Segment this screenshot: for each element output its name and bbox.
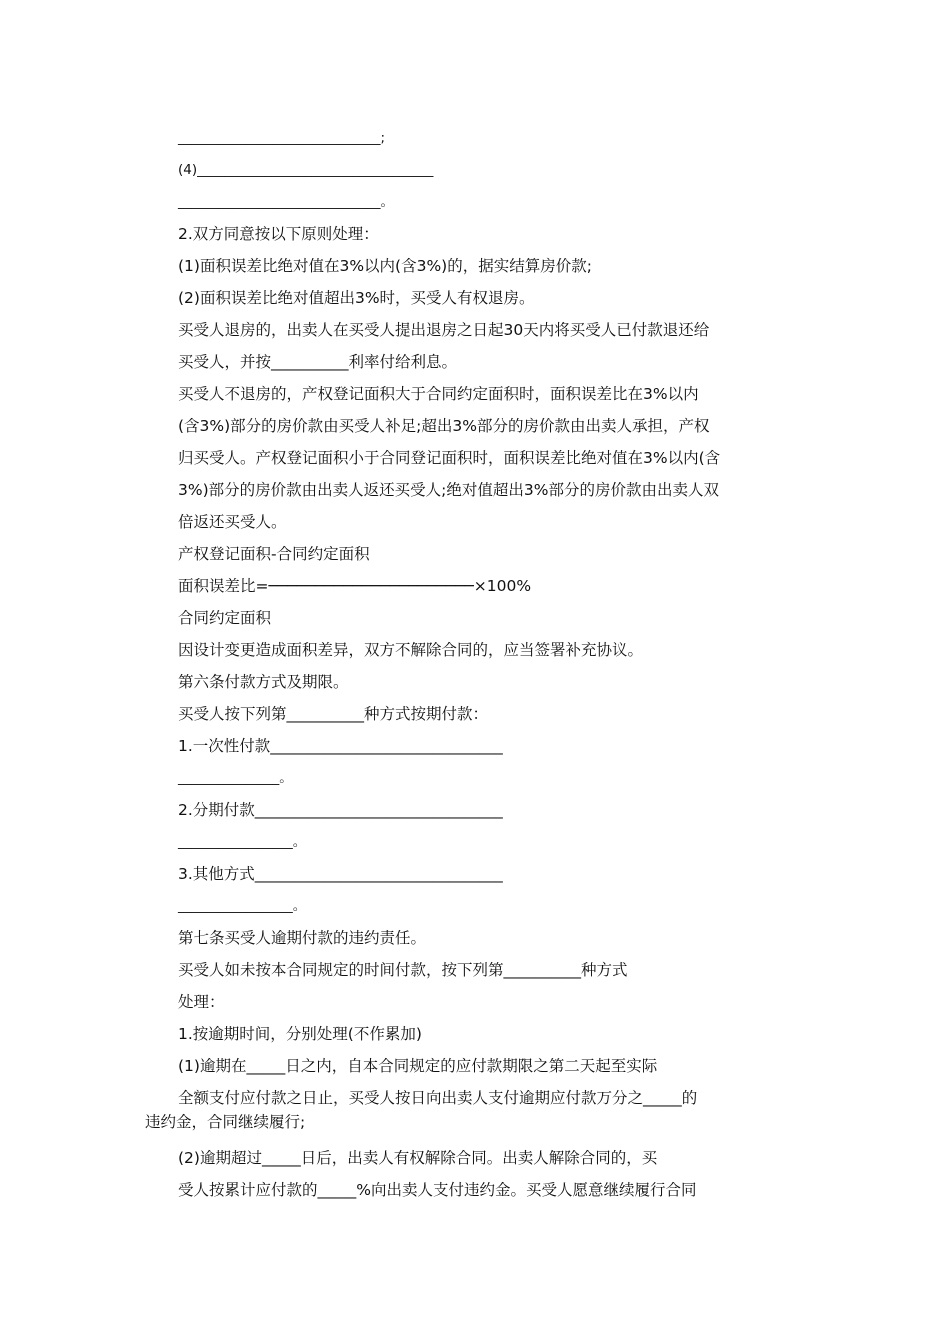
blank-line: _______________。 <box>178 770 293 786</box>
formula-denominator: 合同约定面积 <box>178 609 272 627</box>
paragraph-line: 倍返还买受人。 <box>178 513 287 531</box>
paragraph-line: 归买受人。产权登记面积小于合同登记面积时，面积误差比绝对值在3%以内(含 <box>178 449 721 467</box>
paragraph-line: 因设计变更造成面积差异，双方不解除合同的，应当签署补充协议。 <box>178 641 644 659</box>
blank-line: _________________。 <box>178 834 307 850</box>
paragraph-line: 买受人不退房的，产权登记面积大于合同约定面积时，面积误差比在3%以内 <box>178 385 699 403</box>
paragraph-line: 买受人如未按本合同规定的时间付款，按下列第__________种方式 <box>178 961 628 979</box>
principles-heading: 2.双方同意按以下原则处理： <box>178 225 379 243</box>
payment-option-1: 1.一次性付款______________________________ <box>178 737 503 755</box>
paragraph-line: 买受人，并按__________利率付给利息。 <box>178 353 458 371</box>
principle-1: (1)面积误差比绝对值在3%以内(含3%)的，据实结算房价款; <box>178 257 592 275</box>
paragraph-line: 买受人按下列第__________种方式按期付款： <box>178 705 489 723</box>
paragraph-line: (含3%)部分的房价款由买受人补足;超出3%部分的房价款由出卖人承担，产权 <box>178 417 710 435</box>
paragraph-line: 全额支付应付款之日止，买受人按日向出卖人支付逾期应付款万分之_____的 <box>178 1089 698 1107</box>
paragraph-line: 1.按逾期时间，分别处理(不作累加) <box>178 1025 422 1043</box>
blank-line: _________________。 <box>178 898 307 914</box>
paragraph-line: 受人按累计应付款的_____%向出卖人支付违约金。买受人愿意继续履行合同 <box>178 1181 697 1199</box>
article-7-heading: 第七条买受人逾期付款的违约责任。 <box>178 929 427 947</box>
paragraph-line: 买受人退房的，出卖人在买受人提出退房之日起30天内将买受人已付款退还给 <box>178 321 710 339</box>
paragraph-line: (2)逾期超过_____日后，出卖人有权解除合同。出卖人解除合同的，买 <box>178 1149 658 1167</box>
blank-line: ______________________________; <box>178 130 386 146</box>
paragraph-line: 处理： <box>178 993 225 1011</box>
paragraph-line: 违约金，合同继续履行; <box>145 1113 306 1131</box>
formula-numerator: 产权登记面积-合同约定面积 <box>178 545 370 563</box>
payment-option-2: 2.分期付款________________________________ <box>178 801 503 819</box>
paragraph-line: (1)逾期在_____日之内，自本合同规定的应付款期限之第二天起至实际 <box>178 1057 658 1075</box>
formula-line: 面积误差比=──────────────────────×100% <box>178 577 532 595</box>
clause-item-4: (4)___________________________________ <box>178 162 434 178</box>
payment-option-3: 3.其他方式________________________________ <box>178 865 503 883</box>
blank-line: ______________________________。 <box>178 194 394 210</box>
paragraph-line: 3%)部分的房价款由出卖人返还买受人;绝对值超出3%部分的房价款由出卖人双 <box>178 481 719 499</box>
principle-2: (2)面积误差比绝对值超出3%时，买受人有权退房。 <box>178 289 535 307</box>
article-6-heading: 第六条付款方式及期限。 <box>178 673 349 691</box>
